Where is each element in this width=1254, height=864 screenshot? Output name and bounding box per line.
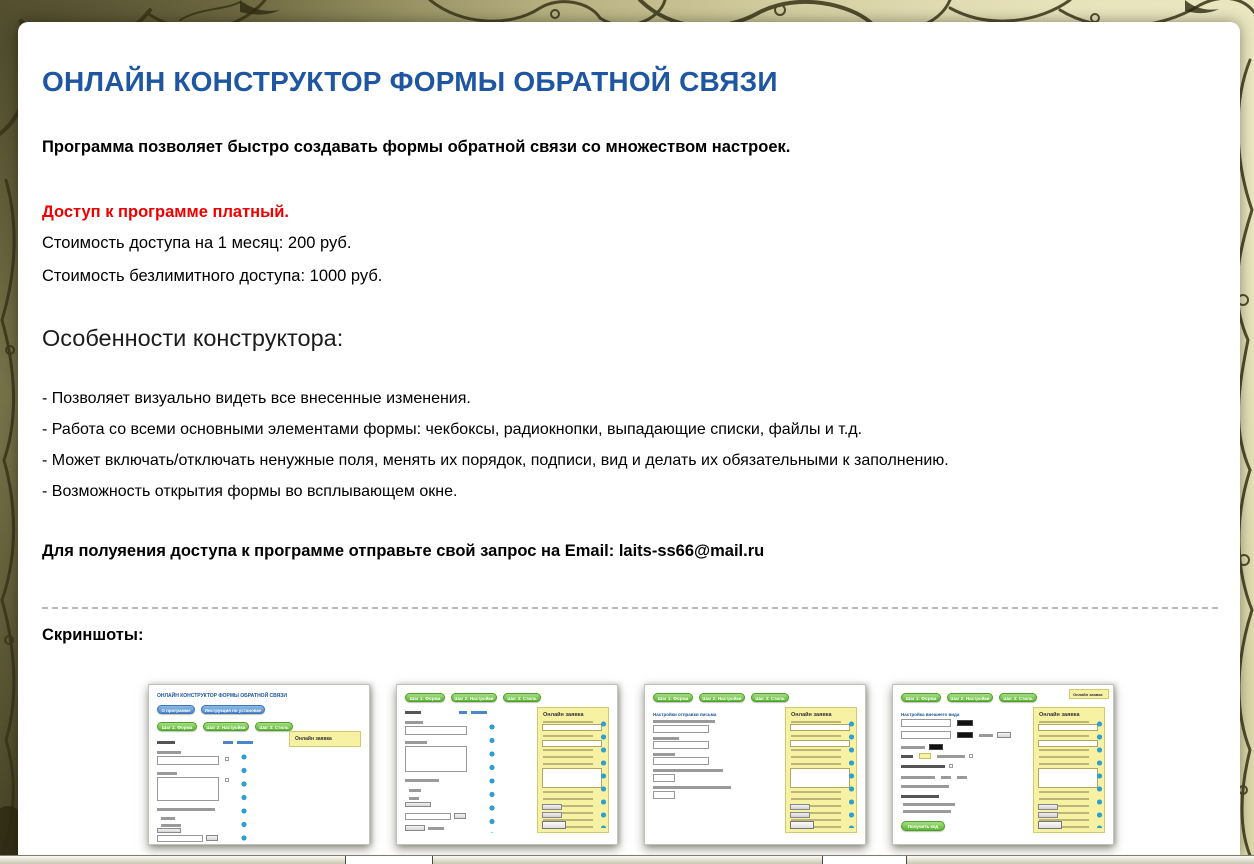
mini-form-title: Онлайн заявка — [543, 712, 584, 718]
mini-select — [653, 774, 675, 782]
mini-check-row — [409, 789, 421, 792]
mini-label — [653, 769, 723, 772]
mini-order-form — [785, 707, 857, 833]
install-button: Инструкция по установке — [201, 705, 265, 714]
mini-link — [223, 741, 233, 744]
toggle-icons-column — [600, 720, 607, 828]
mini-button — [454, 813, 466, 819]
mini-radio-row — [957, 776, 967, 779]
mini-label — [901, 776, 935, 779]
monthly-price: Стоимость доступа на 1 месяц: 200 руб. — [42, 234, 352, 252]
mini-radio-row — [161, 817, 175, 820]
mini-file-button — [1038, 804, 1058, 810]
feature-item: - Возможность открытия формы во всплывающем окне. — [42, 483, 458, 500]
color-swatch — [919, 753, 931, 759]
mini-textarea — [790, 768, 850, 788]
order-popup-button: Онлайн заявка — [1069, 689, 1109, 699]
paid-access-notice: Доступ к программе платный. — [42, 203, 289, 221]
color-swatch — [929, 744, 943, 750]
mini-text-input — [901, 731, 951, 739]
mini-label — [901, 795, 939, 798]
mini-label — [937, 755, 965, 758]
mini-input — [1038, 724, 1098, 731]
mini-radio-row — [941, 776, 951, 779]
features-list — [42, 386, 949, 510]
mini-label — [157, 751, 181, 754]
toggle-icons-column — [241, 753, 248, 845]
mini-input — [790, 724, 850, 731]
mini-label — [405, 711, 421, 714]
mini-file-button — [542, 812, 562, 818]
mini-select — [653, 791, 675, 799]
mail-settings-heading: Настройки отправки письма — [653, 712, 717, 717]
mini-send-button — [790, 821, 814, 829]
mini-checkbox — [969, 754, 973, 758]
feature-item: - Может включать/отключать ненужные поля, менять их порядок, подписи, вид и делать их обязательными к заполнению. — [42, 452, 949, 469]
toggle-icons-column — [1096, 720, 1103, 828]
dashed-divider — [42, 607, 1218, 609]
mini-form-title: Онлайн заявка — [791, 712, 832, 718]
feature-item: - Работа со всеми основными элементами формы: чекбоксы, радиокнопки, выпадающие списки, файлы и т.д. — [42, 421, 863, 438]
mini-label — [653, 786, 731, 789]
step2-button: Шаг 2: Настройки — [451, 693, 497, 702]
mini-link — [237, 741, 253, 744]
step2-button: Шаг 2: Настройки — [203, 722, 249, 731]
mini-send-button — [542, 821, 566, 829]
features-heading: Особенности конструктора: — [42, 325, 344, 351]
mini-label — [157, 741, 175, 744]
mini-text-input — [653, 741, 709, 749]
mini-radio-row — [409, 797, 419, 800]
mini-select — [157, 835, 203, 842]
color-swatch — [957, 732, 973, 738]
mini-label — [428, 827, 444, 830]
mini-label — [979, 734, 993, 737]
mini-input — [1038, 740, 1098, 747]
step2-button: Шаг 2: Настройки — [699, 693, 745, 702]
mini-label — [157, 808, 215, 811]
mini-text-input — [653, 757, 709, 765]
mini-label — [901, 785, 949, 788]
content-panel — [18, 22, 1240, 855]
mini-link — [459, 711, 467, 714]
mini-checkbox — [225, 778, 229, 782]
step1-button: Шаг 1: Форма — [653, 693, 693, 702]
mini-file-button — [542, 804, 562, 810]
mini-radio-row — [903, 810, 951, 813]
screenshot-thumbnail-4[interactable] — [892, 684, 1114, 845]
mini-text-input — [157, 756, 219, 765]
mini-send-button — [1038, 821, 1062, 829]
mini-text-input — [653, 725, 709, 733]
mini-order-form — [1033, 707, 1105, 833]
step1-button: Шаг 1: Форма — [157, 722, 197, 731]
mini-label — [405, 741, 427, 744]
mini-file-button — [405, 825, 425, 831]
about-button: О программе — [157, 705, 195, 714]
step3-button: Шаг 3: Стиль — [255, 722, 293, 731]
color-swatch — [957, 720, 973, 726]
mini-button — [206, 835, 218, 841]
screenshots-heading: Скриншоты: — [42, 626, 144, 644]
step3-button: Шаг 3: Стиль — [503, 693, 541, 702]
mini-link — [471, 711, 487, 714]
mini-label — [405, 721, 423, 724]
screenshot-thumbnail-3[interactable] — [644, 684, 866, 845]
mini-textarea — [157, 777, 219, 801]
mini-radio-row — [903, 803, 955, 806]
mini-file-button — [1038, 812, 1058, 818]
step2-button: Шаг 2: Настройки — [947, 693, 993, 702]
intro-text: Программа позволяет быстро создавать формы обратной связи со множеством настроек. — [42, 138, 791, 156]
mini-label — [405, 779, 439, 782]
mini-checkbox — [949, 764, 953, 768]
mini-radio-row — [161, 824, 181, 827]
strip-cell — [345, 856, 433, 864]
mini-input — [542, 724, 602, 731]
mini-button — [997, 732, 1011, 738]
bottom-strip — [0, 855, 1254, 864]
mini-file-button — [790, 812, 810, 818]
toggle-icons-column — [848, 720, 855, 828]
mini-label — [901, 765, 945, 768]
strip-cell — [822, 856, 907, 864]
mini-file-button — [790, 804, 810, 810]
mini-textarea — [405, 746, 467, 772]
mini-label — [653, 753, 675, 756]
mini-button — [405, 802, 431, 807]
mini-select — [405, 813, 451, 820]
step1-button: Шаг 1: Форма — [405, 693, 445, 702]
mini-label — [157, 772, 177, 775]
mini-textarea — [542, 768, 602, 788]
contact-email-text: Для полуяения доступа к программе отправьте свой запрос на Email: laits-ss66@mail.ru — [42, 542, 765, 560]
mini-textarea — [1038, 768, 1098, 788]
mini-button — [157, 828, 181, 833]
get-code-button: Получить код — [901, 821, 945, 831]
mini-input — [542, 740, 602, 747]
mini-order-form: Онлайн заявка — [289, 731, 361, 747]
mini-text-input — [901, 719, 951, 727]
mini-checkbox — [225, 757, 229, 761]
mini-label — [901, 746, 925, 749]
step3-button: Шаг 3: Стиль — [999, 693, 1037, 702]
mini-form-title: Онлайн заявка — [1039, 712, 1080, 718]
step1-button: Шаг 1: Форма — [901, 693, 941, 702]
mini-order-form — [537, 707, 609, 833]
screenshot-thumbnail-1[interactable] — [148, 684, 370, 845]
screenshot-thumbnail-2[interactable] — [396, 684, 618, 845]
toggle-icons-column — [489, 723, 496, 833]
mini-label — [653, 720, 715, 723]
feature-item: - Позволяет визуально видеть все внесенные изменения. — [42, 390, 471, 407]
mini-app-title: ОНЛАЙН КОНСТРУКТОР ФОРМЫ ОБРАТНОЙ СВЯЗИ — [157, 693, 287, 699]
mini-label — [653, 737, 679, 740]
appearance-heading: Настройка внешнего вида — [901, 712, 960, 717]
step3-button: Шаг 3: Стиль — [751, 693, 789, 702]
page-title: ОНЛАЙН КОНСТРУКТОР ФОРМЫ ОБРАТНОЙ СВЯЗИ — [42, 66, 778, 97]
mini-label — [901, 755, 913, 758]
unlimited-price: Стоимость безлимитного доступа: 1000 руб. — [42, 267, 383, 285]
mini-input — [790, 740, 850, 747]
mini-text-input — [405, 726, 467, 735]
